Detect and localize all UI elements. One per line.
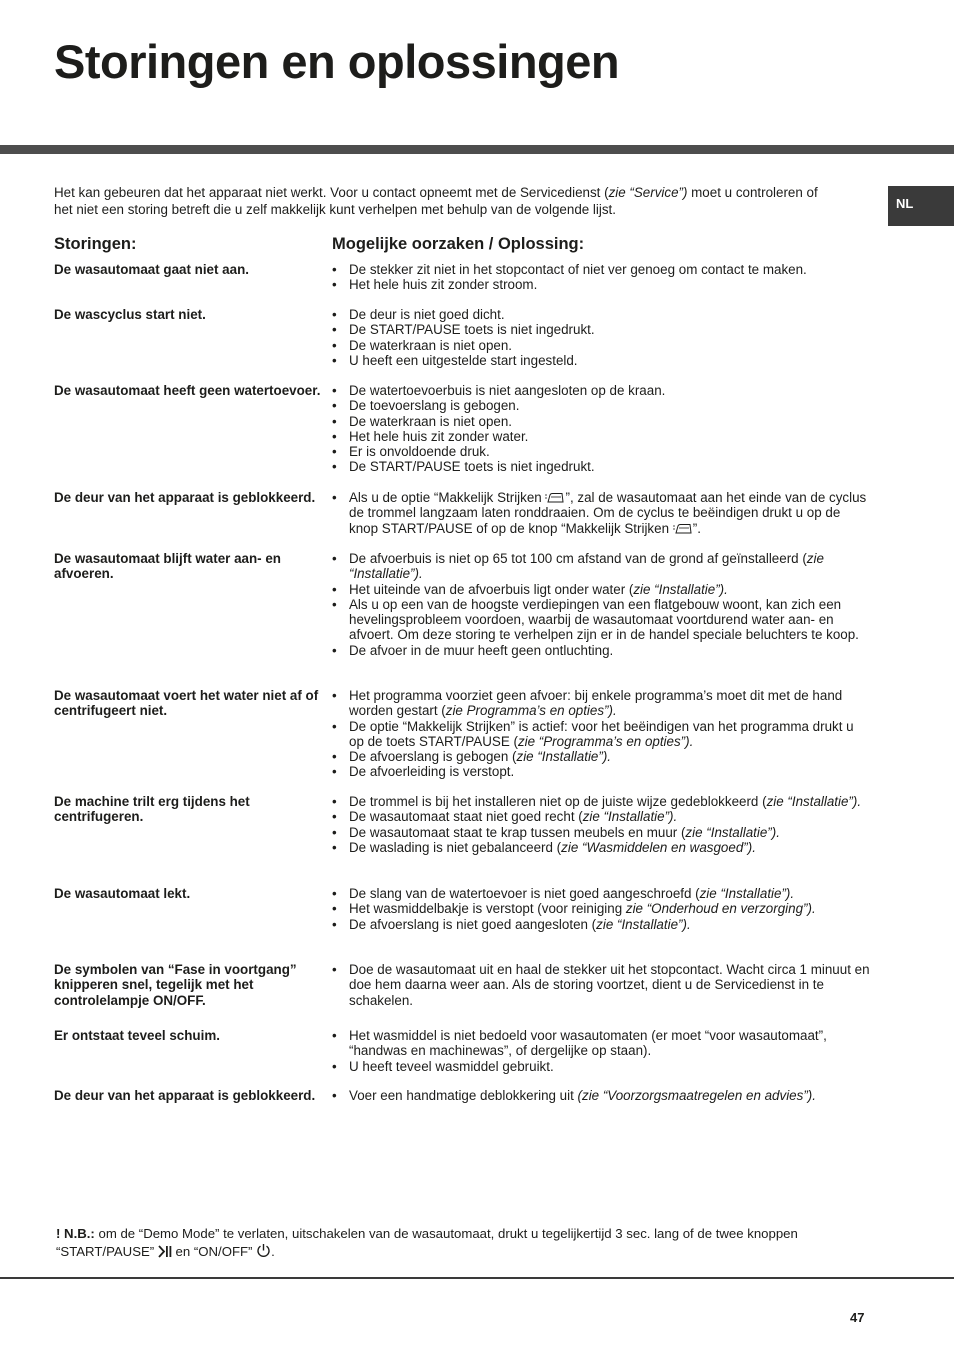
cause-item: • De wasautomaat staat te krap tussen meubels en muur (zie “Installatie”).: [332, 825, 872, 840]
cause-item: • De wasautomaat staat niet goed recht (zie “Installatie”).: [332, 809, 872, 824]
header-rule: [0, 145, 954, 154]
reference: zie “Installatie”).: [516, 749, 612, 765]
page-title: Storingen en oplossingen: [54, 35, 620, 88]
problem-label: Er ontstaat teveel schuim.: [54, 1028, 220, 1043]
cause-item: • De deur is niet goed dicht.: [332, 307, 872, 322]
causes-list: [332, 307, 872, 368]
cause-item: • Het wasmiddel is niet bedoeld voor wasautomaten (er moet “voor wasautomaat”, “handwas en machinewas”, of dergelijke op staan).: [332, 1028, 872, 1059]
cause-item: • De waterkraan is niet open.: [332, 414, 872, 429]
cause-item: • U heeft een uitgestelde start ingesteld.: [332, 353, 872, 368]
cause-item: • Als u de optie “Makkelijk Strijken ”, zal de wasautomaat aan het einde van de cyclus de trommel langzaam laten ronddraaien. Om de cyclus te beëindigen drukt u op de knop START/PAUSE of op de knop “Makkelijk Strijken ”.: [332, 490, 872, 536]
cause-item: • Het uiteinde van de afvoerbuis ligt onder water (zie “Installatie”).: [332, 582, 872, 597]
causes-list: [332, 1028, 872, 1074]
page-number: 47: [850, 1310, 865, 1325]
cause-item: • De waterkraan is niet open.: [332, 338, 872, 353]
cause-item: • De afvoerleiding is verstopt.: [332, 764, 872, 779]
start-pause-icon: [158, 1245, 172, 1263]
reference: zie “Installatie”).: [633, 581, 728, 597]
causes-list: [332, 490, 872, 536]
problem-label: De wasautomaat lekt.: [54, 886, 191, 901]
cause-item: • De START/PAUSE toets is niet ingedrukt.: [332, 459, 872, 474]
reference: zie “Installatie”).: [766, 794, 862, 809]
cause-item: • U heeft teveel wasmiddel gebruikt.: [332, 1059, 872, 1074]
causes-list: [332, 551, 872, 658]
problem-label: De machine trilt erg tijdens het centrifugeren.: [54, 794, 250, 825]
cause-item: • De toevoerslang is gebogen.: [332, 398, 872, 413]
causes-list: [332, 886, 872, 932]
reference: zie Programma’s en opties”).: [445, 703, 617, 719]
problem-label: De symbolen van “Fase in voortgang” knipperen snel, tegelijk met het controlelampje ON/OFF.: [54, 962, 297, 1008]
problem-label: De wascyclus start niet.: [54, 307, 206, 322]
cause-item: • De stekker zit niet in het stopcontact of niet ver genoeg om contact te maken.: [332, 262, 872, 277]
reference: zie “Programma’s en opties”).: [517, 733, 694, 749]
reference: zie “Wasmiddelen en wasgoed”).: [561, 839, 756, 855]
cause-item: • De START/PAUSE toets is niet ingedrukt.: [332, 322, 872, 337]
cause-item: • Er is onvoldoende druk.: [332, 444, 872, 459]
causes-list: [332, 688, 872, 780]
cause-item: • De slang van de watertoevoer is niet goed aangeschroefd (zie “Installatie”).: [332, 886, 872, 901]
cause-item: • De afvoer in de muur heeft geen ontluchting.: [332, 643, 872, 658]
language-tab: NL: [888, 186, 954, 226]
iron-icon: [673, 521, 693, 536]
cause-item: • De afvoerslang is niet goed aangesloten (zie “Installatie”).: [332, 917, 872, 932]
problem-label: De deur van het apparaat is geblokkeerd.: [54, 1088, 316, 1103]
problem-label: De wasautomaat gaat niet aan.: [54, 262, 249, 277]
cause-item: • De afvoerbuis is niet op 65 tot 100 cm afstand van de grond af geïnstalleerd (zie “Installatie”).: [332, 551, 872, 582]
causes-list: [332, 262, 872, 293]
cause-item: • Het programma voorziet geen afvoer: bij enkele programma’s moet dit met de hand worden gestart (zie Programma’s en opties”).: [332, 688, 872, 719]
reference: zie “Installatie”).: [596, 916, 691, 932]
demo-mode-note: ! N.B.: om de “Demo Mode” te verlaten, uitschakelen van de wasautomaat, drukt u tegelijkertijd 3 sec. lang of de twee knoppen “START/PAUSE” en “ON/OFF” .: [56, 1226, 876, 1262]
causes-list: [332, 1088, 872, 1103]
causes-list: [332, 962, 872, 1008]
cause-item: • De waslading is niet gebalanceerd (zie “Wasmiddelen en wasgoed”).: [332, 840, 872, 855]
causes-list: [332, 383, 872, 475]
reference: (zie “Voorzorgsmaatregelen en advies”).: [577, 1088, 816, 1103]
reference: zie “Installatie”).: [699, 886, 795, 901]
cause-item: • De watertoevoerbuis is niet aangesloten op de kraan.: [332, 383, 872, 398]
cause-item: • Als u op een van de hoogste verdiepingen van een flatgebouw woont, kan zich een hevelingsprobleem voordoen, waarbij de wasautomaat voortdurend water aan- en afvoert. Om deze storing te verhelpen zijn er in de handel speciale beluchters te koop.: [332, 597, 872, 643]
causes-header: Mogelijke oorzaken / Oplossing:: [332, 235, 585, 253]
iron-icon: [545, 490, 565, 505]
problem-label: De wasautomaat blijft water aan- en afvoeren.: [54, 551, 281, 582]
intro-paragraph: Het kan gebeuren dat het apparaat niet werkt. Voor u contact opneemt met de Servicedienst (zie “Service”) moet u controleren of het niet een storing betreft die u zelf makkelijk kunt verhelpen met behulp van de volgende lijst.: [54, 185, 818, 217]
footer-rule: [0, 1277, 954, 1279]
problem-label: De wasautomaat heeft geen watertoevoer.: [54, 383, 321, 398]
cause-item: • De trommel is bij het installeren niet op de juiste wijze gedeblokkeerd (zie “Installatie”).: [332, 794, 872, 809]
cause-item: • De afvoerslang is gebogen (zie “Installatie”).: [332, 749, 872, 764]
problem-label: De deur van het apparaat is geblokkeerd.: [54, 490, 316, 505]
cause-item: • Het hele huis zit zonder stroom.: [332, 277, 872, 292]
reference: zie “Onderhoud en verzorging”).: [625, 901, 816, 917]
problem-label: De wasautomaat voert het water niet af of centrifugeert niet.: [54, 688, 319, 719]
reference: zie “Installatie”).: [685, 824, 780, 840]
note-prefix: ! N.B.:: [56, 1226, 95, 1241]
power-icon: [256, 1243, 271, 1263]
problems-header: Storingen:: [54, 235, 137, 253]
reference: zie “Installatie”).: [349, 551, 824, 582]
cause-item: • Voer een handmatige deblokkering uit (zie “Voorzorgsmaatregelen en advies”).: [332, 1088, 872, 1103]
intro-reference: zie “Service”): [608, 185, 688, 200]
reference: zie “Installatie”).: [582, 809, 678, 825]
causes-list: [332, 794, 872, 855]
cause-item: • Het hele huis zit zonder water.: [332, 429, 872, 444]
cause-item: • De optie “Makkelijk Strijken” is actief: voor het beëindigen van het programma drukt u op de toets START/PAUSE (zie “Programma’s en opties”).: [332, 719, 872, 750]
cause-item: • Het wasmiddelbakje is verstopt (voor reiniging zie “Onderhoud en verzorging”).: [332, 901, 872, 916]
cause-item: • Doe de wasautomaat uit en haal de stekker uit het stopcontact. Wacht circa 1 minuut en doe hem daarna weer aan. Als de storing voortzet, dient u de Servicedienst in te schakelen.: [332, 962, 872, 1008]
